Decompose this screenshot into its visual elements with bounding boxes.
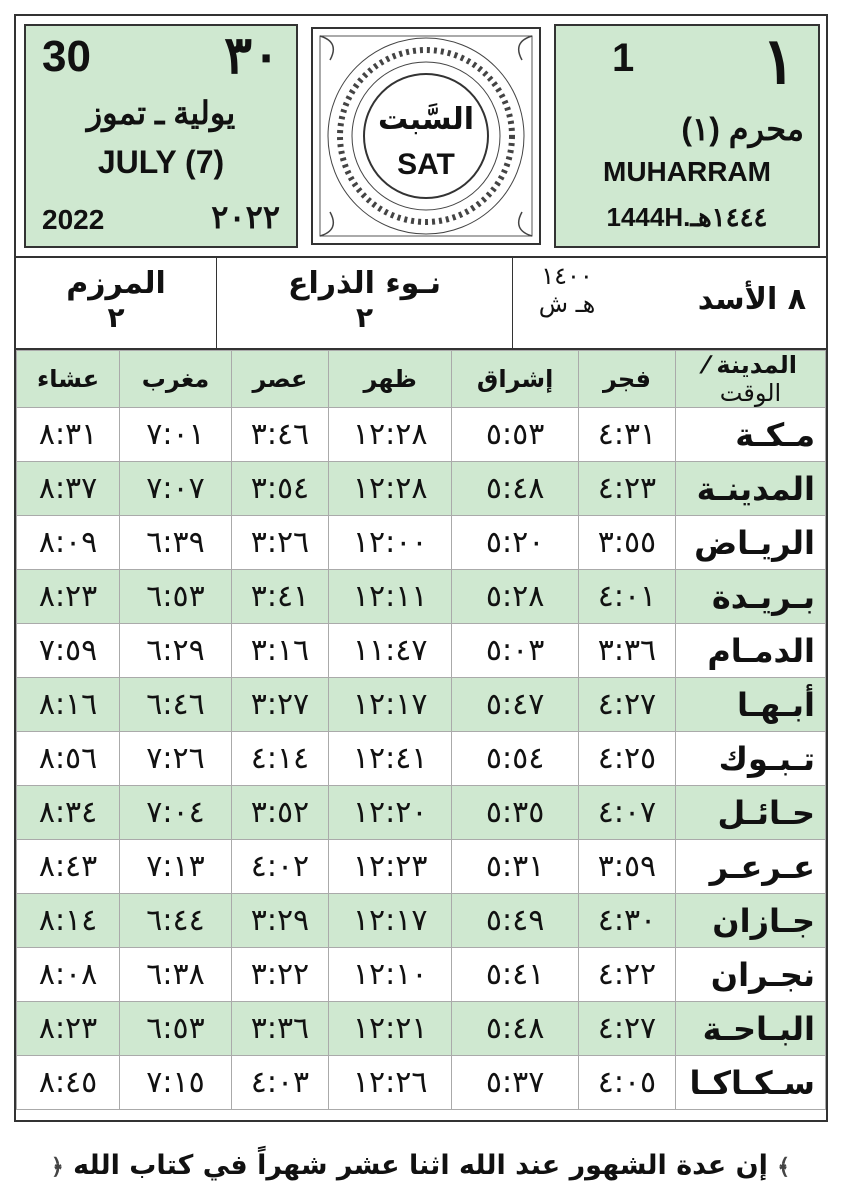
table-row <box>17 732 826 786</box>
maghrib-time: ٧:٠٧ <box>120 462 232 516</box>
maghrib-time: ٦:٤٤ <box>120 894 232 948</box>
hijri-month-arabic: محرم (١) <box>681 111 804 147</box>
calendar-page <box>14 14 828 1122</box>
asr-time: ٣:٤٦ <box>231 408 328 462</box>
asr-time: ٣:٢٦ <box>231 516 328 570</box>
maghrib-time: ٧:٠١ <box>120 408 232 462</box>
city-name: الريـاض <box>676 516 826 570</box>
maghrib-time: ٦:٥٣ <box>120 1002 232 1056</box>
weekday-emblem <box>306 24 546 248</box>
shuruq-time: ٥:٥٣ <box>452 408 579 462</box>
asr-time: ٣:٣٦ <box>231 1002 328 1056</box>
maghrib-time: ٦:٥٣ <box>120 570 232 624</box>
murzam-label: المرزم <box>66 266 166 301</box>
maghrib-time: ٦:٢٩ <box>120 624 232 678</box>
asr-time: ٤:٠٣ <box>231 1056 328 1110</box>
verse-start-ornament-icon: ﴿ <box>50 1155 64 1180</box>
header-fajr: فجر <box>578 351 675 408</box>
city-time-header: المدينة ⁄ الوقت <box>676 351 826 408</box>
isha-time: ٨:٠٨ <box>17 948 120 1002</box>
verse-end-ornament-icon: ﴾ <box>777 1155 791 1180</box>
city-name: المدينـة <box>676 462 826 516</box>
maghrib-time: ٦:٣٨ <box>120 948 232 1002</box>
dhuhr-time: ١٢:٢٨ <box>329 462 452 516</box>
city-name: أبـهـا <box>676 678 826 732</box>
table-row <box>17 624 826 678</box>
hijri-year: 1444H.١٤٤٤هـ <box>606 202 768 232</box>
shuruq-time: ٥:٣١ <box>452 840 579 894</box>
table-row <box>17 948 826 1002</box>
fajr-time: ٣:٥٥ <box>578 516 675 570</box>
date-header <box>16 16 826 256</box>
table-row <box>17 462 826 516</box>
isha-time: ٨:١٦ <box>17 678 120 732</box>
isha-time: ٨:٠٩ <box>17 516 120 570</box>
dhuhr-time: ١٢:٢٨ <box>329 408 452 462</box>
isha-time: ٨:٢٣ <box>17 570 120 624</box>
murzam-cell <box>16 258 216 348</box>
isha-time: ٨:٥٦ <box>17 732 120 786</box>
gregorian-date-panel <box>24 24 298 248</box>
gregorian-month-arabic: يولية ـ تموز <box>86 95 236 131</box>
table-row <box>17 1056 826 1110</box>
shuruq-time: ٥:٤٨ <box>452 1002 579 1056</box>
asr-time: ٣:٥٤ <box>231 462 328 516</box>
hijri-date-panel <box>554 24 820 248</box>
city-name: عـرعـر <box>676 840 826 894</box>
shuruq-time: ٥:٤٧ <box>452 678 579 732</box>
gregorian-year-arabic: ٢٠٢٢ <box>211 199 280 235</box>
asr-time: ٣:٢٧ <box>231 678 328 732</box>
dhuhr-time: ١١:٤٧ <box>329 624 452 678</box>
table-row <box>17 678 826 732</box>
table-row <box>17 1002 826 1056</box>
fajr-time: ٤:٣٠ <box>578 894 675 948</box>
gregorian-year-latin: 2022 <box>42 204 105 235</box>
fajr-time: ٣:٥٩ <box>578 840 675 894</box>
asr-time: ٤:٠٢ <box>231 840 328 894</box>
city-name: مـكـة <box>676 408 826 462</box>
isha-time: ٨:٣٧ <box>17 462 120 516</box>
naw-number: ٢ <box>355 301 374 334</box>
shuruq-time: ٥:٠٣ <box>452 624 579 678</box>
dhuhr-time: ١٢:١١ <box>329 570 452 624</box>
asr-time: ٣:٢٩ <box>231 894 328 948</box>
gregorian-day-latin: 30 <box>42 32 91 81</box>
solar-year-suffix: هـ ش <box>538 290 596 318</box>
maghrib-time: ٧:١٥ <box>120 1056 232 1110</box>
dhuhr-time: ١٢:١٧ <box>329 678 452 732</box>
table-header-row <box>17 351 826 408</box>
city-name: تـبـوك <box>676 732 826 786</box>
hijri-day-arabic: ١ <box>761 25 796 97</box>
astronomical-info-row <box>16 256 826 350</box>
dhuhr-time: ١٢:٢١ <box>329 1002 452 1056</box>
fajr-time: ٤:٢٧ <box>578 1002 675 1056</box>
dhuhr-time: ١٢:٢٦ <box>329 1056 452 1110</box>
fajr-time: ٣:٣٦ <box>578 624 675 678</box>
isha-time: ٨:٣١ <box>17 408 120 462</box>
shuruq-time: ٥:٣٧ <box>452 1056 579 1110</box>
naw-cell <box>216 258 512 348</box>
zodiac-cell <box>512 258 826 348</box>
header-shuruq: إشراق <box>452 351 579 408</box>
weekday-arabic: السَّبت <box>377 102 475 137</box>
header-city: المدينة <box>716 351 797 379</box>
header-isha: عشاء <box>17 351 120 408</box>
city-name: نجـران <box>676 948 826 1002</box>
asr-time: ٣:١٦ <box>231 624 328 678</box>
header-asr: عصر <box>231 351 328 408</box>
city-name: الدمـام <box>676 624 826 678</box>
asr-time: ٣:٢٢ <box>231 948 328 1002</box>
city-name: البـاحـة <box>676 1002 826 1056</box>
asr-time: ٣:٤١ <box>231 570 328 624</box>
solar-year: ١٤٠٠ <box>541 262 593 290</box>
maghrib-time: ٧:٠٤ <box>120 786 232 840</box>
table-row <box>17 570 826 624</box>
fajr-time: ٤:٠٥ <box>578 1056 675 1110</box>
shuruq-time: ٥:٢٨ <box>452 570 579 624</box>
isha-time: ٨:١٤ <box>17 894 120 948</box>
header-dhuhr: ظهر <box>329 351 452 408</box>
verse-text: إن عدة الشهور عند الله اثنا عشر شهراً في كتاب الله <box>73 1150 768 1181</box>
hijri-month-english: MUHARRAM <box>603 156 771 187</box>
maghrib-time: ٦:٣٩ <box>120 516 232 570</box>
isha-time: ٨:٢٣ <box>17 1002 120 1056</box>
shuruq-time: ٥:٣٥ <box>452 786 579 840</box>
fajr-time: ٤:٢٣ <box>578 462 675 516</box>
maghrib-time: ٦:٤٦ <box>120 678 232 732</box>
city-name: بـريـدة <box>676 570 826 624</box>
fajr-time: ٤:٢٥ <box>578 732 675 786</box>
shuruq-time: ٥:٤١ <box>452 948 579 1002</box>
city-name: حـائـل <box>676 786 826 840</box>
maghrib-time: ٧:١٣ <box>120 840 232 894</box>
isha-time: ٧:٥٩ <box>17 624 120 678</box>
fajr-time: ٤:٠٧ <box>578 786 675 840</box>
table-row <box>17 786 826 840</box>
city-name: جـازان <box>676 894 826 948</box>
table-row <box>17 840 826 894</box>
gregorian-day-arabic: ٣٠ <box>224 27 280 85</box>
dhuhr-time: ١٢:١٠ <box>329 948 452 1002</box>
asr-time: ٣:٥٢ <box>231 786 328 840</box>
shuruq-time: ٥:٥٤ <box>452 732 579 786</box>
table-row <box>17 408 826 462</box>
quran-verse-footer <box>0 1150 841 1181</box>
fajr-time: ٤:٢٧ <box>578 678 675 732</box>
header-time: الوقت <box>719 379 782 407</box>
fajr-time: ٤:٠١ <box>578 570 675 624</box>
maghrib-time: ٧:٢٦ <box>120 732 232 786</box>
dhuhr-time: ١٢:٢٣ <box>329 840 452 894</box>
isha-time: ٨:٤٥ <box>17 1056 120 1110</box>
hijri-day-latin: 1 <box>612 36 635 80</box>
gregorian-month-english: JULY (7) <box>97 144 225 180</box>
weekday-english: SAT <box>397 148 455 181</box>
asr-time: ٤:١٤ <box>231 732 328 786</box>
dhuhr-time: ١٢:١٧ <box>329 894 452 948</box>
shuruq-time: ٥:٤٩ <box>452 894 579 948</box>
zodiac-sign: ٨ الأسد <box>697 282 806 317</box>
city-name: سـكـاكـا <box>676 1056 826 1110</box>
naw-label: نـوء الذراع <box>287 266 442 301</box>
table-row <box>17 894 826 948</box>
murzam-number: ٢ <box>107 301 125 334</box>
dhuhr-time: ١٢:٤١ <box>329 732 452 786</box>
prayer-times-table <box>16 350 826 1110</box>
shuruq-time: ٥:٤٨ <box>452 462 579 516</box>
dhuhr-time: ١٢:٠٠ <box>329 516 452 570</box>
table-row <box>17 516 826 570</box>
fajr-time: ٤:٢٢ <box>578 948 675 1002</box>
isha-time: ٨:٣٤ <box>17 786 120 840</box>
dhuhr-time: ١٢:٢٠ <box>329 786 452 840</box>
shuruq-time: ٥:٢٠ <box>452 516 579 570</box>
fajr-time: ٤:٣١ <box>578 408 675 462</box>
isha-time: ٨:٤٣ <box>17 840 120 894</box>
header-maghrib: مغرب <box>120 351 232 408</box>
